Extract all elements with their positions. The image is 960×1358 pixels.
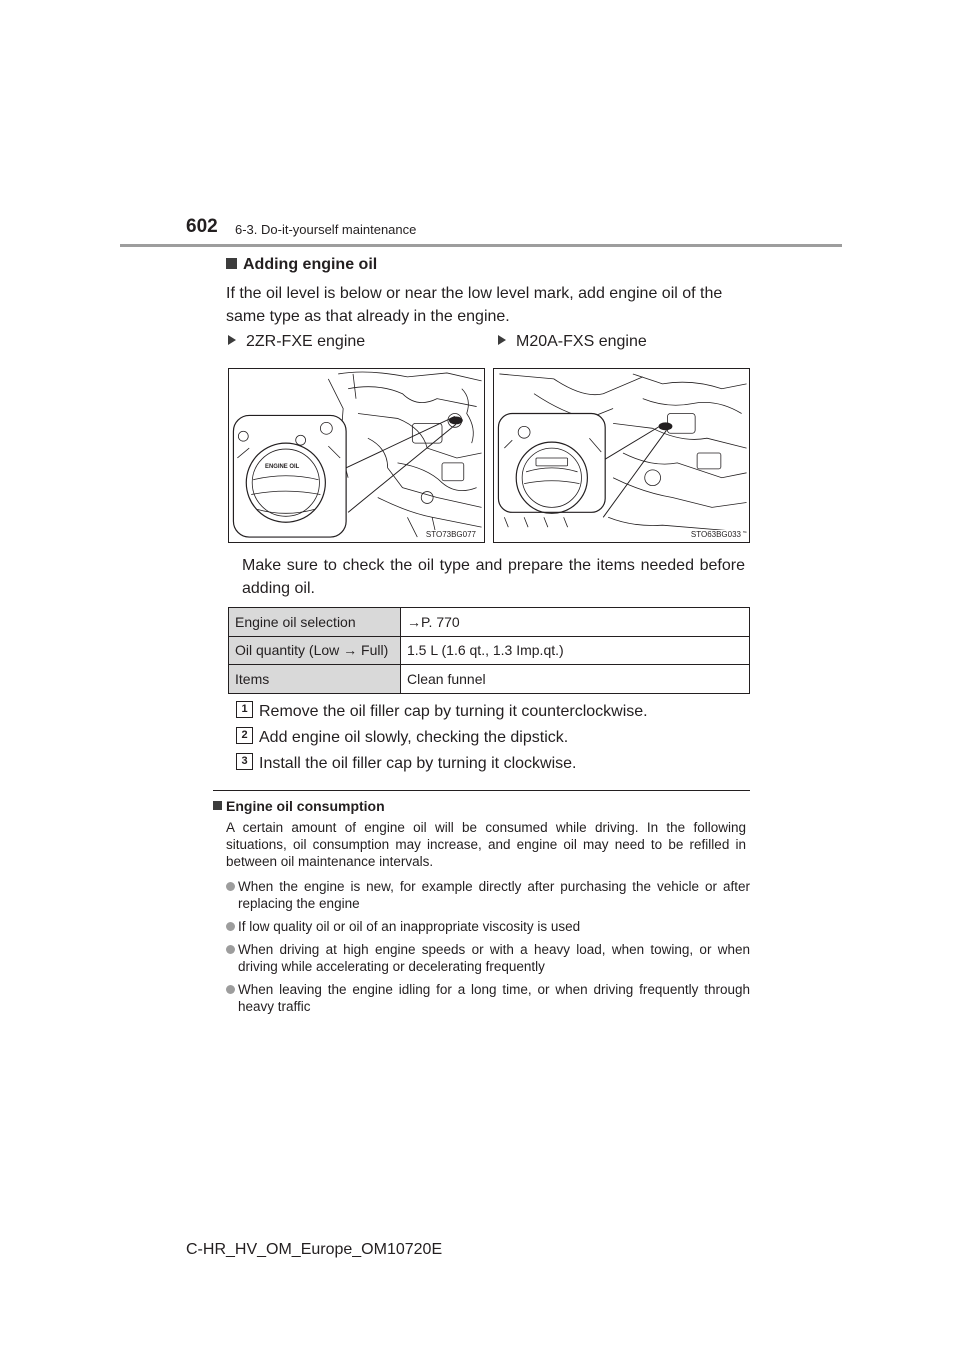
triangle-bullet-icon: [498, 335, 506, 345]
list-item-text: When driving at high engine speeds or with a heavy load, when towing, or when driving while accelerating or decelerating frequently: [238, 942, 750, 974]
consumption-heading: [213, 798, 385, 814]
notes-divider: [213, 790, 750, 791]
bullet-dot-icon: [226, 922, 235, 931]
table-key: Engine oil selection: [229, 608, 401, 637]
figure-code: STO63BG033: [690, 530, 741, 539]
oil-cap-label: ENGINE OIL: [265, 463, 300, 470]
list-item-text: If low quality oil or oil of an inappropriate viscosity is used: [238, 919, 581, 934]
list-item: [226, 878, 750, 912]
page-number: 602: [186, 216, 218, 237]
table-value: Clean funnel: [401, 665, 750, 694]
step-item: [236, 701, 648, 721]
step-item: [236, 727, 568, 747]
engine-bay-illustration-m20a: [494, 369, 749, 542]
triangle-bullet-icon: [228, 335, 236, 345]
list-item-text: When the engine is new, for example directly after purchasing the vehicle or after replacing the engine: [238, 879, 750, 911]
step-number: 2: [236, 727, 253, 744]
table-row: [229, 636, 750, 665]
document-footer: C-HR_HV_OM_Europe_OM10720E: [186, 1241, 443, 1258]
table-key: Items: [229, 665, 401, 694]
engine-label-text: 2ZR-FXE engine: [246, 333, 366, 350]
preparation-note: Make sure to check the oil type and prepare the items needed before adding oil.: [242, 557, 745, 597]
step-text: Remove the oil filler cap by turning it counterclockwise.: [259, 703, 648, 720]
consumption-paragraph: A certain amount of engine oil will be consumed while driving. In the following situations, oil consumption may increase, and engine oil may need to be refilled in between oil maintenance intervals.: [226, 820, 746, 869]
engine-label-2zr: [228, 333, 365, 351]
list-item-text: When leaving the engine idling for a long time, or when driving frequently through heavy traffic: [238, 982, 750, 1014]
header-divider: [120, 244, 842, 247]
step-number: 1: [236, 701, 253, 718]
section-label: 6-3. Do-it-yourself maintenance: [235, 222, 417, 237]
list-item: [226, 941, 750, 975]
engine-label-m20a: [498, 333, 647, 351]
square-bullet-icon: [226, 258, 237, 269]
section-heading-text: Adding engine oil: [243, 256, 378, 273]
bullet-dot-icon: [226, 985, 235, 994]
intro-paragraph: If the oil level is below or near the low level mark, add engine oil of the same type as that already in the engine.: [226, 285, 723, 325]
step-text: Add engine oil slowly, checking the dipstick.: [259, 729, 569, 746]
list-item: [226, 918, 750, 935]
bullet-dot-icon: [226, 882, 235, 891]
section-heading: [226, 256, 377, 274]
list-item: [226, 981, 750, 1015]
engine-bay-illustration-2zr: [229, 369, 484, 542]
table-value: 1.5 L (1.6 qt., 1.3 Imp.qt.): [401, 636, 750, 665]
table-key: Oil quantity (Low → Full): [229, 636, 401, 665]
step-number: 3: [236, 753, 253, 770]
step-item: [236, 753, 576, 773]
consumption-heading-text: Engine oil consumption: [226, 798, 385, 814]
table-value: →P. 770: [401, 608, 750, 637]
step-text: Install the oil filler cap by turning it clockwise.: [259, 755, 577, 772]
engine-figure-m20a: [493, 368, 750, 543]
bullet-dot-icon: [226, 945, 235, 954]
figure-code: STO73BG077: [425, 530, 476, 539]
table-row: [229, 665, 750, 694]
engine-figure-2zr: [228, 368, 485, 543]
oil-info-table: [228, 607, 750, 694]
consumption-list: [226, 878, 750, 1021]
engine-label-text: M20A-FXS engine: [516, 333, 647, 350]
table-row: [229, 608, 750, 637]
square-bullet-icon: [213, 801, 222, 810]
